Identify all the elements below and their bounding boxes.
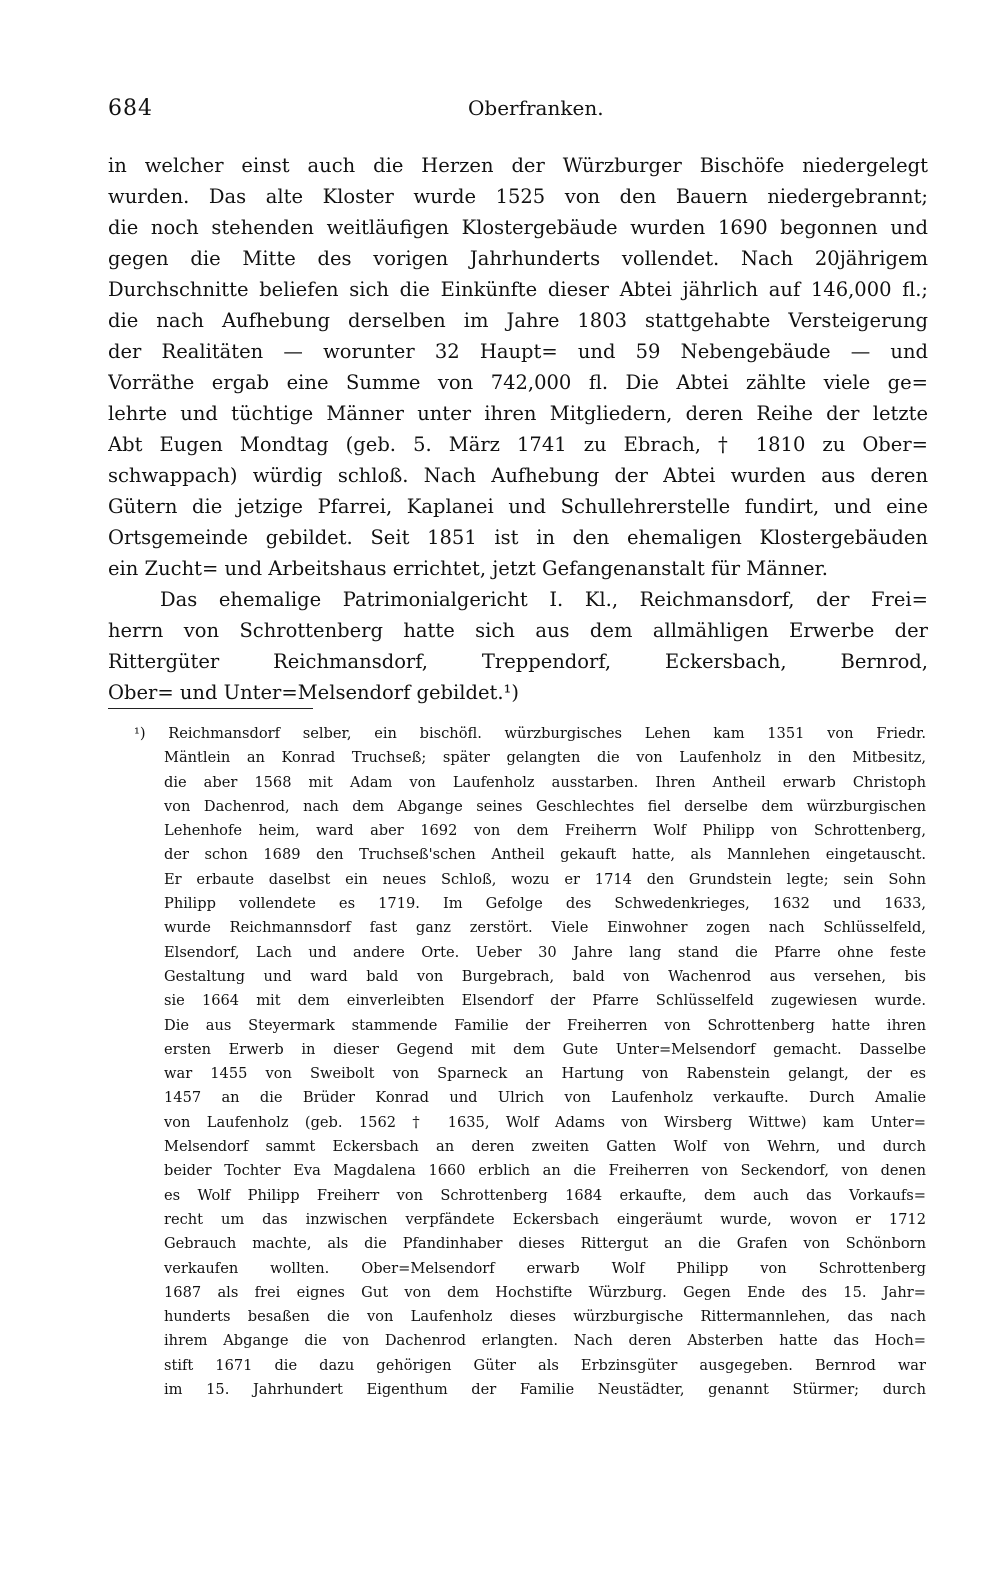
footnote-line: 1687 als frei eignes Gut von dem Hochstifte Würzburg. Gegen Ende des 15. Jahr= (164, 1283, 926, 1301)
footnote-block (134, 722, 926, 1402)
text-line: Vorräthe ergab eine Summe von 742,000 fl. Die Abtei zählte viele ge= (108, 371, 928, 394)
text-line: Abt Eugen Mondtag (geb. 5. März 1741 zu Ebrach, † 1810 zu Ober= (108, 433, 928, 456)
footnote-line: war 1455 von Sweibolt von Sparneck an Hartung von Rabenstein gelangt, der es (164, 1065, 926, 1083)
footnote-line: Lehenhofe heim, ward aber 1692 von dem Freiherrn Wolf Philipp von Schrottenberg, (164, 822, 926, 840)
footnote-line: von Laufenholz (geb. 1562 † 1635, Wolf Adams von Wirsberg Wittwe) kam Unter= (164, 1113, 926, 1131)
footnote-line: Er erbaute daselbst ein neues Schloß, wozu er 1714 den Grundstein legte; sein Sohn (164, 870, 926, 888)
footnote-line: wurde Reichmannsdorf fast ganz zerstört. Viele Einwohner zogen nach Schlüsselfeld, (164, 919, 926, 937)
text-line: Ortsgemeinde gebildet. Seit 1851 ist in den ehemaligen Klostergebäuden (108, 526, 928, 549)
footnote-line: beider Tochter Eva Magdalena 1660 erblich an die Freiherren von Seckendorf, von denen (164, 1162, 926, 1180)
text-line: Ober= und Unter=Melsendorf gebildet.¹) (108, 681, 519, 704)
footnote-line: ersten Erwerb in dieser Gegend mit dem Gute Unter=Melsendorf gemacht. Dasselbe (164, 1040, 926, 1058)
footnote-line: Elsendorf, Lach und andere Orte. Ueber 30 Jahre lang stand die Pfarre ohne feste (164, 943, 926, 961)
footnote-line: verkaufen wollten. Ober=Melsendorf erwarb Wolf Philipp von Schrottenberg (164, 1259, 926, 1277)
footnote-separator (108, 708, 313, 709)
footnote-line: im 15. Jahrhundert Eigenthum der Familie Neustädter, genannt Stürmer; durch (164, 1381, 926, 1399)
text-line: schwappach) würdig schloß. Nach Aufhebung der Abtei wurden aus deren (108, 464, 928, 487)
text-line: in welcher einst auch die Herzen der Würzburger Bischöfe niedergelegt (108, 154, 928, 177)
footnote-line: recht um das inzwischen verpfändete Eckersbach eingeräumt wurde, wovon er 1712 (164, 1210, 926, 1228)
footnote-line: die aber 1568 mit Adam von Laufenholz ausstarben. Ihren Antheil erwarb Christoph (164, 773, 926, 791)
text-line: herrn von Schrottenberg hatte sich aus dem allmähligen Erwerbe der (108, 619, 928, 642)
footnote-line: 1457 an die Brüder Konrad und Ulrich von Laufenholz verkaufte. Durch Amalie (164, 1089, 926, 1107)
page-header (108, 96, 928, 128)
footnote-line: der schon 1689 den Truchseß'schen Antheil gekauft hatte, als Mannlehen eingetauscht. (164, 846, 926, 864)
text-line: der Realitäten — worunter 32 Haupt= und 59 Nebengebäude — und (108, 340, 928, 363)
text-line: Gütern die jetzige Pfarrei, Kaplanei und Schullehrerstelle fundirt, und eine (108, 495, 928, 518)
text-line: Das ehemalige Patrimonialgericht I. Kl., Reichmansdorf, der Frei= (160, 588, 928, 611)
footnote-line: ihrem Abgange die von Dachenrod erlangten. Nach deren Absterben hatte das Hoch= (164, 1332, 926, 1350)
text-line: ein Zucht= und Arbeitshaus errichtet, jetzt Gefangenanstalt für Männer. (108, 557, 828, 580)
text-line: Rittergüter Reichmansdorf, Treppendorf, Eckersbach, Bernrod, (108, 650, 928, 673)
running-head: Oberfranken. (468, 96, 604, 120)
footnote-line: sie 1664 mit dem einverleibten Elsendorf der Pfarre Schlüsselfeld zugewiesen wurde. (164, 992, 926, 1010)
footnote-line: hunderts besaßen die von Laufenholz dieses würzburgische Rittermannlehen, das nach (164, 1308, 926, 1326)
footnote-line: Philipp vollendete es 1719. Im Gefolge des Schwedenkrieges, 1632 und 1633, (164, 895, 926, 913)
footnote-line: es Wolf Philipp Freiherr von Schrottenberg 1684 erkaufte, dem auch das Vorkaufs= (164, 1186, 926, 1204)
footnote-line: stift 1671 die dazu gehörigen Güter als Erbzinsgüter ausgegeben. Bernrod war (164, 1356, 926, 1374)
text-line: gegen die Mitte des vorigen Jahrhunderts vollendet. Nach 20jährigem (108, 247, 928, 270)
main-text-block (108, 150, 928, 708)
footnote-line: Gestaltung und ward bald von Burgebrach, bald von Wachenrod aus versehen, bis (164, 967, 926, 985)
footnote-line: Gebrauch machte, als die Pfandinhaber dieses Rittergut an die Grafen von Schönborn (164, 1235, 926, 1253)
footnote-line: Die aus Steyermark stammende Familie der Freiherren von Schrottenberg hatte ihren (164, 1016, 926, 1034)
text-line: wurden. Das alte Kloster wurde 1525 von den Bauern niedergebrannt; (108, 185, 928, 208)
footnote-line: Melsendorf sammt Eckersbach an deren zweiten Gatten Wolf von Wehrn, und durch (164, 1138, 926, 1156)
page-number: 684 (108, 96, 153, 121)
text-line: die noch stehenden weitläufigen Klostergebäude wurden 1690 begonnen und (108, 216, 928, 239)
footnote-line: Mäntlein an Konrad Truchseß; später gelangten die von Laufenholz in den Mitbesitz, (164, 749, 926, 767)
footnote-line: von Dachenrod, nach dem Abgange seines Geschlechtes fiel derselbe dem würzburgischen (164, 797, 926, 815)
text-line: Durchschnitte beliefen sich die Einkünfte dieser Abtei jährlich auf 146,000 fl.; (108, 278, 928, 301)
text-line: lehrte und tüchtige Männer unter ihren Mitgliedern, deren Reihe der letzte (108, 402, 928, 425)
footnote-line: ¹) Reichmansdorf selber, ein bischöfl. würzburgisches Lehen kam 1351 von Friedr. (134, 725, 926, 742)
text-line: die nach Aufhebung derselben im Jahre 1803 stattgehabte Versteigerung (108, 309, 928, 332)
